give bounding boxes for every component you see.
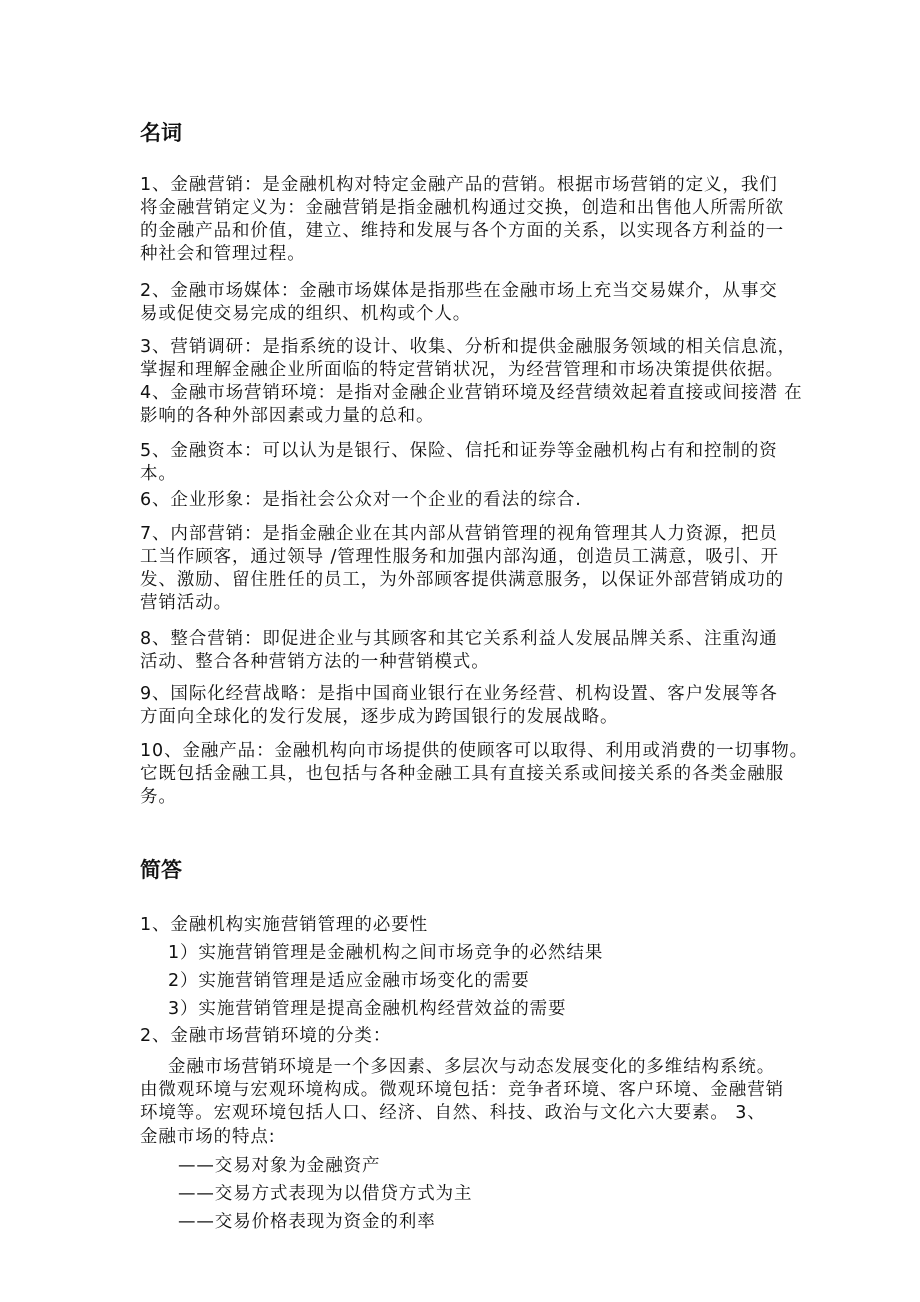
noun-definition-9-line: 方面向全球化的发行发展，逐步成为跨国银行的发展战略。 [140, 707, 619, 727]
short-answer-line: 3）实施营销管理是提高金融机构经营效益的需要 [168, 999, 567, 1019]
noun-definition-1-line: 的金融产品和价值，建立、维持和发展与各个方面的关系，以实现各方利益的一 [140, 221, 784, 241]
noun-definition-8-line: 活动、整合各种营销方法的一种营销模式。 [140, 652, 490, 672]
noun-definition-8-line: 8、整合营销：即促进企业与其顾客和其它关系利益人发展品牌关系、注重沟通 [140, 629, 778, 649]
noun-definition-7-line: 营销活动。 [140, 593, 232, 613]
noun-definition-5-line: 本。 [140, 464, 177, 484]
noun-definition-1-line: 将金融营销定义为：金融营销是指金融机构通过交换，创造和出售他人所需所欲 [140, 198, 784, 218]
short-answer-line: 金融市场的特点: [140, 1127, 276, 1147]
noun-definition-2-line: 2、金融市场媒体：金融市场媒体是指那些在金融市场上充当交易媒介，从事交 [140, 281, 778, 301]
short-answer-line: 由微观环境与宏观环境构成。微观环境包括：竞争者环境、客户环境、金融营销 [140, 1080, 784, 1100]
short-answer-line: 环境等。宏观环境包括人口、经济、自然、科技、政治与文化六大要素。 3、 [140, 1103, 766, 1123]
noun-definition-3-line: 3、营销调研：是指系统的设计、收集、分析和提供金融服务领域的相关信息流， [140, 337, 797, 357]
short-answer-line: ——交易价格表现为资金的利率 [178, 1212, 436, 1232]
short-answer-line: 金融市场营销环境是一个多因素、多层次与动态发展变化的多维结构系统。 [168, 1057, 776, 1077]
short-answer-line: 2）实施营销管理是适应金融市场变化的需要 [168, 971, 530, 991]
noun-definition-7-line: 发、激励、留住胜任的员工，为外部顾客提供满意服务，以保证外部营销成功的 [140, 570, 784, 590]
noun-definition-3-line: 掌握和理解金融企业所面临的特定营销状况，为经营管理和市场决策提供依据。 [140, 360, 784, 380]
short-answer-line: ——交易方式表现为以借贷方式为主 [178, 1184, 473, 1204]
noun-definition-10-line: 务。 [140, 787, 177, 807]
noun-definition-4-line: 4、金融市场营销环境：是指对金融企业营销环境及经营绩效起着直接或间接潜 在 [140, 383, 803, 403]
noun-definition-7-line: 工当作顾客，通过领导 /管理性服务和加强内部沟通，创造员工满意，吸引、开 [140, 547, 779, 567]
noun-definition-1-line: 种社会和管理过程。 [140, 244, 306, 264]
short-answer-line: 1）实施营销管理是金融机构之间市场竞争的必然结果 [168, 943, 604, 963]
noun-definition-7-line: 7、内部营销：是指金融企业在其内部从营销管理的视角管理其人力资源，把员 [140, 524, 778, 544]
noun-definition-10-line: 它既包括金融工具，也包括与各种金融工具有直接关系或间接关系的各类金融服 [140, 764, 784, 784]
noun-definition-10-line: 10、金融产品：金融机构向市场提供的使顾客可以取得、利用或消费的一切事物。 [140, 741, 809, 761]
short-answer-line: 1、金融机构实施营销管理的必要性 [140, 915, 429, 935]
noun-definition-5-line: 5、金融资本：可以认为是银行、保险、信托和证券等金融机构占有和控制的资 [140, 441, 778, 461]
noun-definition-1-line: 1、金融营销：是金融机构对特定金融产品的营销。根据市场营销的定义，我们 [140, 175, 778, 195]
noun-definition-2-line: 易或促使交易完成的组织、机构或个人。 [140, 304, 472, 324]
short-answers-heading: 简答 [140, 858, 182, 882]
short-answer-line: ——交易对象为金融资产 [178, 1156, 381, 1176]
noun-definition-4-line: 影响的各种外部因素或力量的总和。 [140, 406, 435, 426]
nouns-heading: 名词 [140, 121, 182, 145]
short-answer-line: 2、金融市场营销环境的分类： [140, 1026, 392, 1046]
noun-definition-6-line: 6、企业形象：是指社会公众对一个企业的看法的综合. [140, 490, 582, 510]
noun-definition-9-line: 9、国际化经营战略：是指中国商业银行在业务经营、机构设置、客户发展等各 [140, 684, 778, 704]
